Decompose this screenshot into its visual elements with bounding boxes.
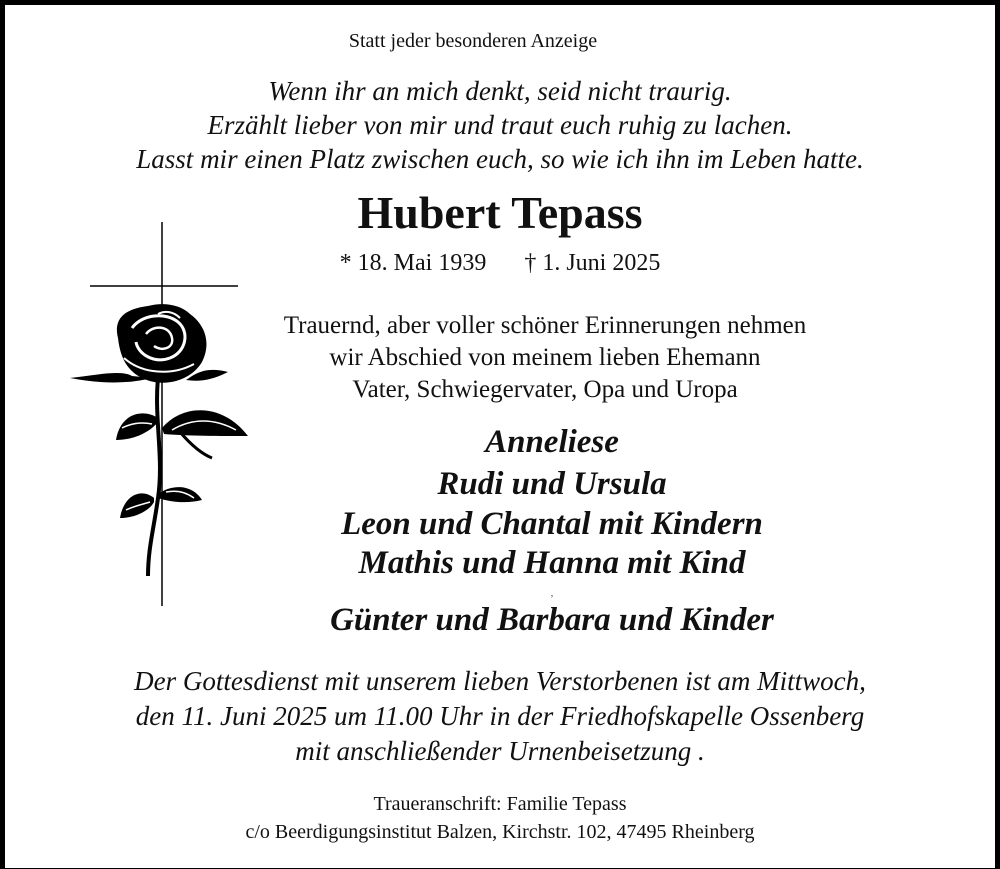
intro-line-3: Vater, Schwiegervater, Opa und Uropa <box>352 376 738 403</box>
family-member-5: Günter und Barbara und Kinder <box>330 602 774 638</box>
birth-date: * 18. Mai 1939 <box>339 250 487 276</box>
poem-line-3: Lasst mir einen Platz zwischen euch, so wie ich ihn im Leben hatte. <box>136 144 864 174</box>
address-line-1: Traueranschrift: Familie Tepass <box>373 793 627 815</box>
family-member-1: Anneliese <box>485 424 619 460</box>
deceased-name: Hubert Tepass <box>357 187 643 238</box>
cross-and-rose-icon <box>62 218 262 610</box>
address-line-2: c/o Beerdigungsinstitut Balzen, Kirchstr. 102, 47495 Rheinberg <box>245 821 755 843</box>
poem-line-2: Erzählt lieber von mir und traut euch ruhig zu lachen. <box>207 110 793 140</box>
family-member-3: Leon und Chantal mit Kindern <box>341 506 763 542</box>
family-member-4: Mathis und Hanna mit Kind <box>358 545 746 581</box>
header-line: Statt jeder besonderen Anzeige <box>348 30 598 52</box>
service-line-3: mit anschließender Urnenbeisetzung . <box>295 736 705 766</box>
family-separator: , <box>550 588 554 599</box>
service-line-2: den 11. Juni 2025 um 11.00 Uhr in der Friedhofskapelle Ossenberg <box>135 701 865 731</box>
intro-line-1: Trauernd, aber voller schöner Erinnerungen nehmen <box>283 312 807 339</box>
family-member-2: Rudi und Ursula <box>437 466 667 502</box>
intro-line-2: wir Abschied von meinem lieben Ehemann <box>329 344 761 371</box>
death-date: † 1. Juni 2025 <box>524 250 661 276</box>
poem-line-1: Wenn ihr an mich denkt, seid nicht traurig. <box>268 76 732 106</box>
service-line-1: Der Gottesdienst mit unserem lieben Verstorbenen ist am Mittwoch, <box>134 666 866 696</box>
